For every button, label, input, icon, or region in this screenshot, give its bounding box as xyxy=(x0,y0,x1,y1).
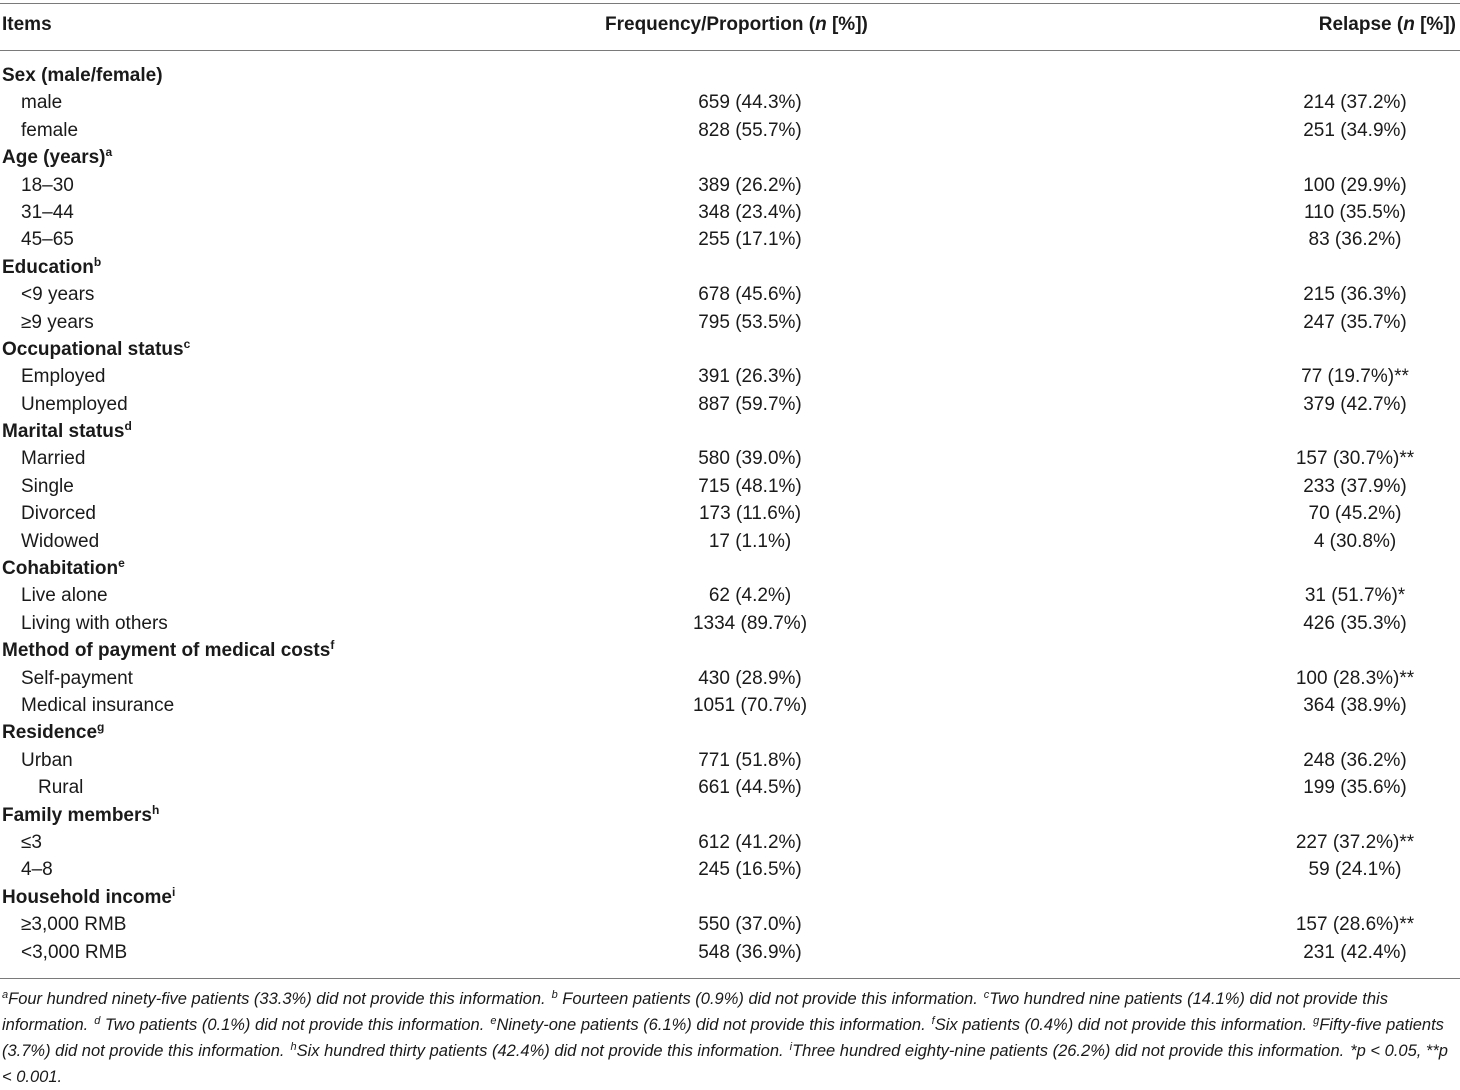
footnote: $^i$Three hundred eighty-nine patients (26.2%) did not provide this information. xyxy=(789,1041,1345,1060)
table-body xyxy=(0,62,1460,966)
table-row xyxy=(0,117,1460,144)
row-label: Live alone xyxy=(21,585,108,607)
relapse-cell: 83 (36.2%) xyxy=(1308,229,1402,251)
frequency-cell: 389 (26.2%) xyxy=(698,174,802,196)
row-label: <3,000 RMB xyxy=(21,941,128,963)
frequency-cell: 887 (59.7%) xyxy=(698,393,802,415)
frequency-cell: 795 (53.5%) xyxy=(698,311,802,333)
relapse-cell: 233 (37.9%) xyxy=(1303,475,1407,497)
section-label: Residence$^g$ xyxy=(2,720,105,744)
footnote: $^b$ Fourteen patients (0.9%) did not provide this information. xyxy=(551,989,978,1008)
relapse-cell: 426 (35.3%) xyxy=(1303,612,1407,634)
table-footnotes xyxy=(2,986,1458,1090)
frequency-cell: 612 (41.2%) xyxy=(698,831,802,853)
footnote: $^a$Four hundred ninety-five patients (33.3%) did not provide this information. xyxy=(2,989,546,1008)
row-label: Self-payment xyxy=(21,667,133,689)
row-label: Rural xyxy=(38,777,84,799)
frequency-cell: 430 (28.9%) xyxy=(698,667,802,689)
footnote-marker: d xyxy=(124,419,132,434)
row-label: ≤3 xyxy=(21,831,42,853)
footnote-marker: b xyxy=(93,254,102,269)
frequency-cell: 245 (16.5%) xyxy=(698,859,802,881)
frequency-cell: 550 (37.0%) xyxy=(698,914,802,936)
relapse-cell: 199 (35.6%) xyxy=(1303,777,1407,799)
relapse-cell: 247 (35.7%) xyxy=(1303,311,1407,333)
row-label: 4–8 xyxy=(21,859,53,881)
table-row xyxy=(0,911,1460,938)
section-row xyxy=(0,336,1460,363)
row-label: 18–30 xyxy=(21,174,74,196)
table-row xyxy=(0,199,1460,226)
section-label: Age (years)$^a$ xyxy=(2,145,113,169)
row-label: <9 years xyxy=(21,284,95,306)
frequency-cell: 659 (44.3%) xyxy=(698,92,802,114)
table-row xyxy=(0,500,1460,527)
frequency-cell: 17 (1.1%) xyxy=(708,530,792,552)
relapse-cell: 214 (37.2%) xyxy=(1303,92,1407,114)
table-row xyxy=(0,226,1460,253)
header-relapse: Relapse (n [%]) xyxy=(1318,14,1456,35)
section-row xyxy=(0,637,1460,664)
footnote-marker: h xyxy=(151,802,160,817)
frequency-cell: 548 (36.9%) xyxy=(698,941,802,963)
frequency-cell: 678 (45.6%) xyxy=(698,284,802,306)
table-row xyxy=(0,610,1460,637)
table-row xyxy=(0,528,1460,555)
row-label: ≥3,000 RMB xyxy=(21,914,127,936)
table-row xyxy=(0,665,1460,692)
relapse-cell: 77 (19.7%)** xyxy=(1301,366,1409,388)
section-label: Family members$^h$ xyxy=(2,802,160,826)
row-label: male xyxy=(21,92,63,114)
relapse-cell: 379 (42.7%) xyxy=(1303,393,1407,415)
relapse-cell: 59 (24.1%) xyxy=(1308,859,1402,881)
frequency-cell: 771 (51.8%) xyxy=(698,749,802,771)
row-label: Divorced xyxy=(21,503,96,525)
section-label: Education$^b$ xyxy=(2,254,102,278)
table-row xyxy=(0,582,1460,609)
section-row xyxy=(0,884,1460,911)
footnote: $^g$Fifty-five patients (3.7%) did not provide this information. xyxy=(2,1015,1444,1060)
row-label: Urban xyxy=(21,749,73,771)
frequency-cell: 255 (17.1%) xyxy=(698,229,802,251)
footnote-marker: c xyxy=(183,336,191,351)
footnote: $^c$Two hundred nine patients (14.1%) did not provide this information. xyxy=(2,989,1388,1034)
top-rule xyxy=(0,3,1460,4)
relapse-cell: 31 (51.7%)* xyxy=(1304,585,1406,607)
table-row xyxy=(0,473,1460,500)
section-row xyxy=(0,144,1460,171)
relapse-cell: 231 (42.4%) xyxy=(1303,941,1407,963)
table-header xyxy=(0,12,1460,42)
header-frequency: Frequency/Proportion (n [%]) xyxy=(605,14,868,35)
footnote-marker: a xyxy=(105,145,113,160)
relapse-cell: 110 (35.5%) xyxy=(1303,201,1407,223)
frequency-cell: 62 (4.2%) xyxy=(708,585,792,607)
table-row xyxy=(0,391,1460,418)
row-label: female xyxy=(21,119,79,141)
row-label: ≥9 years xyxy=(21,311,94,333)
row-label: Single xyxy=(21,475,74,497)
relapse-cell: 364 (38.9%) xyxy=(1303,694,1407,716)
table-row xyxy=(0,939,1460,966)
relapse-cell: 157 (28.6%)** xyxy=(1295,914,1415,936)
frequency-cell: 348 (23.4%) xyxy=(698,201,802,223)
frequency-cell: 1334 (89.7%) xyxy=(692,612,808,634)
table-row xyxy=(0,692,1460,719)
table-row xyxy=(0,774,1460,801)
row-label: Living with others xyxy=(21,612,168,634)
section-label: Sex (male/female) xyxy=(2,65,163,86)
row-label: Married xyxy=(21,448,86,470)
row-label: Medical insurance xyxy=(21,694,175,716)
frequency-cell: 173 (11.6%) xyxy=(698,503,802,525)
relapse-cell: 100 (29.9%) xyxy=(1303,174,1407,196)
frequency-cell: 1051 (70.7%) xyxy=(692,694,808,716)
relapse-cell: 215 (36.3%) xyxy=(1303,284,1407,306)
section-row xyxy=(0,555,1460,582)
footnote: $^h$Six hundred thirty patients (42.4%) did not provide this information. xyxy=(290,1041,784,1060)
frequency-cell: 580 (39.0%) xyxy=(698,448,802,470)
footnote-marker: i xyxy=(171,884,176,899)
relapse-cell: 251 (34.9%) xyxy=(1303,119,1407,141)
section-row xyxy=(0,418,1460,445)
table-row xyxy=(0,172,1460,199)
table-row xyxy=(0,856,1460,883)
significance-note: *p < 0.05, **p < 0.001. xyxy=(2,1042,1448,1086)
section-label: Method of payment of medical costs$^f$ xyxy=(2,638,335,662)
relapse-cell: 70 (45.2%) xyxy=(1308,503,1402,525)
section-row xyxy=(0,802,1460,829)
bottom-rule xyxy=(0,978,1460,979)
section-row xyxy=(0,719,1460,746)
section-label: Cohabitation$^e$ xyxy=(2,556,125,580)
table-row xyxy=(0,747,1460,774)
relapse-cell: 4 (30.8%) xyxy=(1313,530,1397,552)
section-label: Household income$^i$ xyxy=(2,884,176,908)
frequency-cell: 391 (26.3%) xyxy=(698,366,802,388)
frequency-cell: 715 (48.1%) xyxy=(698,475,802,497)
relapse-cell: 100 (28.3%)** xyxy=(1295,667,1415,689)
row-label: Employed xyxy=(21,366,106,388)
table-row xyxy=(0,309,1460,336)
footnote-marker: f xyxy=(330,638,335,653)
row-label: Unemployed xyxy=(21,393,128,415)
relapse-cell: 157 (30.7%)** xyxy=(1295,448,1415,470)
footnote-marker: g xyxy=(97,720,105,735)
footnote: $^f$Six patients (0.4%) did not provide this information. xyxy=(931,1015,1308,1034)
section-label: Marital status$^d$ xyxy=(2,419,132,443)
relapse-cell: 227 (37.2%)** xyxy=(1295,831,1415,853)
section-label: Occupational status$^c$ xyxy=(2,336,191,360)
frequency-cell: 661 (44.5%) xyxy=(698,777,802,799)
row-label: 45–65 xyxy=(21,229,74,251)
section-row xyxy=(0,62,1460,89)
header-items: Items xyxy=(2,14,52,35)
row-label: 31–44 xyxy=(21,201,74,223)
footnote-marker: e xyxy=(118,556,125,571)
frequency-cell: 828 (55.7%) xyxy=(698,119,802,141)
footnote: $^d$ Two patients (0.1%) did not provide this information. xyxy=(94,1015,485,1034)
header-rule xyxy=(0,50,1460,51)
table-row xyxy=(0,89,1460,116)
footnote: $^e$Ninety-one patients (6.1%) did not provide this information. xyxy=(490,1015,926,1034)
table-row xyxy=(0,363,1460,390)
table-row xyxy=(0,445,1460,472)
relapse-cell: 248 (36.2%) xyxy=(1303,749,1407,771)
table-row xyxy=(0,281,1460,308)
row-label: Widowed xyxy=(21,530,100,552)
section-row xyxy=(0,254,1460,281)
table-row xyxy=(0,829,1460,856)
